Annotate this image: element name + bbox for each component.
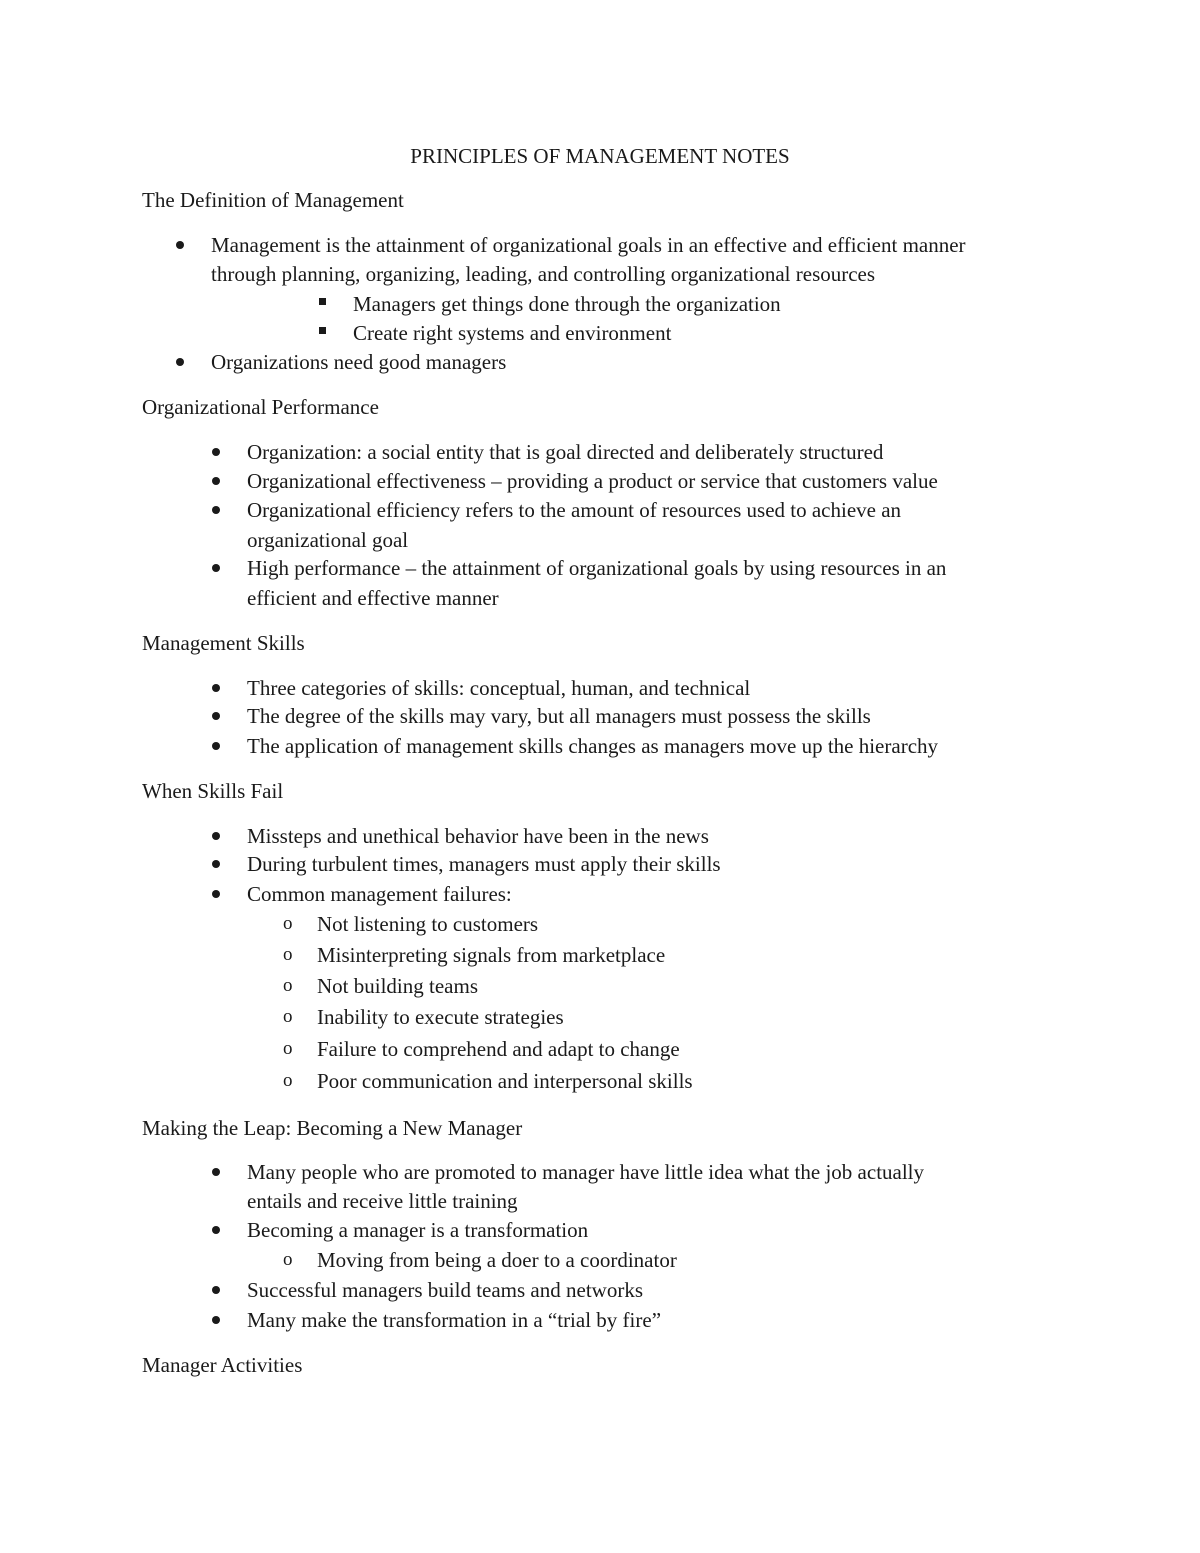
section-heading: Management Skills xyxy=(142,631,305,655)
list-item: Missteps and unethical behavior have been in the news xyxy=(247,824,709,848)
page-title: PRINCIPLES OF MANAGEMENT NOTES xyxy=(410,144,790,168)
list-item: The degree of the skills may vary, but all managers must possess the skills xyxy=(247,704,871,728)
list-item: Management is the attainment of organizational goals in an effective and efficient manner xyxy=(211,233,966,257)
bullet-icon xyxy=(176,241,184,249)
bullet-icon xyxy=(212,712,220,720)
ring-bullet-icon: o xyxy=(283,913,293,934)
list-item: Organization: a social entity that is goal directed and deliberately structured xyxy=(247,440,884,464)
list-item: During turbulent times, managers must apply their skills xyxy=(247,852,721,876)
list-item: Many people who are promoted to manager have little idea what the job actually xyxy=(247,1160,925,1184)
bullet-icon xyxy=(212,506,220,514)
bullet-icon xyxy=(212,1316,220,1324)
ring-bullet-icon: o xyxy=(283,944,293,965)
bullet-icon xyxy=(212,742,220,750)
square-bullet-icon xyxy=(319,298,326,305)
section-heading: Manager Activities xyxy=(142,1353,303,1377)
section-heading: When Skills Fail xyxy=(142,779,284,803)
list-item: Failure to comprehend and adapt to change xyxy=(317,1037,680,1061)
list-item: Not building teams xyxy=(317,974,478,998)
bullet-icon xyxy=(212,564,220,572)
square-bullet-icon xyxy=(319,327,326,334)
bullet-icon xyxy=(212,890,220,898)
list-item: Not listening to customers xyxy=(317,912,539,936)
list-item-continuation: efficient and effective manner xyxy=(247,586,499,610)
list-item-continuation: through planning, organizing, leading, and controlling organizational resources xyxy=(211,262,876,286)
list-item: Create right systems and environment xyxy=(353,321,672,345)
list-item: Becoming a manager is a transformation xyxy=(247,1218,589,1242)
list-item: Successful managers build teams and networks xyxy=(247,1278,643,1302)
ring-bullet-icon: o xyxy=(283,1070,293,1091)
bullet-icon xyxy=(212,684,220,692)
bullet-icon xyxy=(212,1226,220,1234)
bullet-icon xyxy=(212,477,220,485)
list-item-continuation: entails and receive little training xyxy=(247,1189,518,1213)
bullet-icon xyxy=(212,1168,220,1176)
section-heading: Organizational Performance xyxy=(142,395,379,419)
list-item: Managers get things done through the organization xyxy=(353,292,781,316)
ring-bullet-icon: o xyxy=(283,1038,293,1059)
list-item-continuation: organizational goal xyxy=(247,528,409,552)
ring-bullet-icon: o xyxy=(283,975,293,996)
ring-bullet-icon: o xyxy=(283,1249,293,1270)
ring-bullet-icon: o xyxy=(283,1006,293,1027)
bullet-icon xyxy=(212,860,220,868)
list-item: Many make the transformation in a “trial by fire” xyxy=(247,1308,662,1332)
list-item: High performance – the attainment of organizational goals by using resources in an xyxy=(247,556,947,580)
list-item: The application of management skills changes as managers move up the hierarchy xyxy=(247,734,939,758)
list-item: Three categories of skills: conceptual, human, and technical xyxy=(247,676,751,700)
bullet-icon xyxy=(212,1286,220,1294)
bullet-icon xyxy=(212,448,220,456)
list-item: Organizational effectiveness – providing a product or service that customers value xyxy=(247,469,938,493)
list-item: Inability to execute strategies xyxy=(317,1005,564,1029)
list-item: Moving from being a doer to a coordinator xyxy=(317,1248,677,1272)
bullet-icon xyxy=(176,358,184,366)
list-item: Common management failures: xyxy=(247,882,512,906)
list-item: Organizational efficiency refers to the amount of resources used to achieve an xyxy=(247,498,902,522)
list-item: Poor communication and interpersonal skills xyxy=(317,1069,693,1093)
list-item: Misinterpreting signals from marketplace xyxy=(317,943,666,967)
section-heading: Making the Leap: Becoming a New Manager xyxy=(142,1116,523,1140)
bullet-icon xyxy=(212,832,220,840)
section-heading: The Definition of Management xyxy=(142,188,404,212)
list-item: Organizations need good managers xyxy=(211,350,507,374)
